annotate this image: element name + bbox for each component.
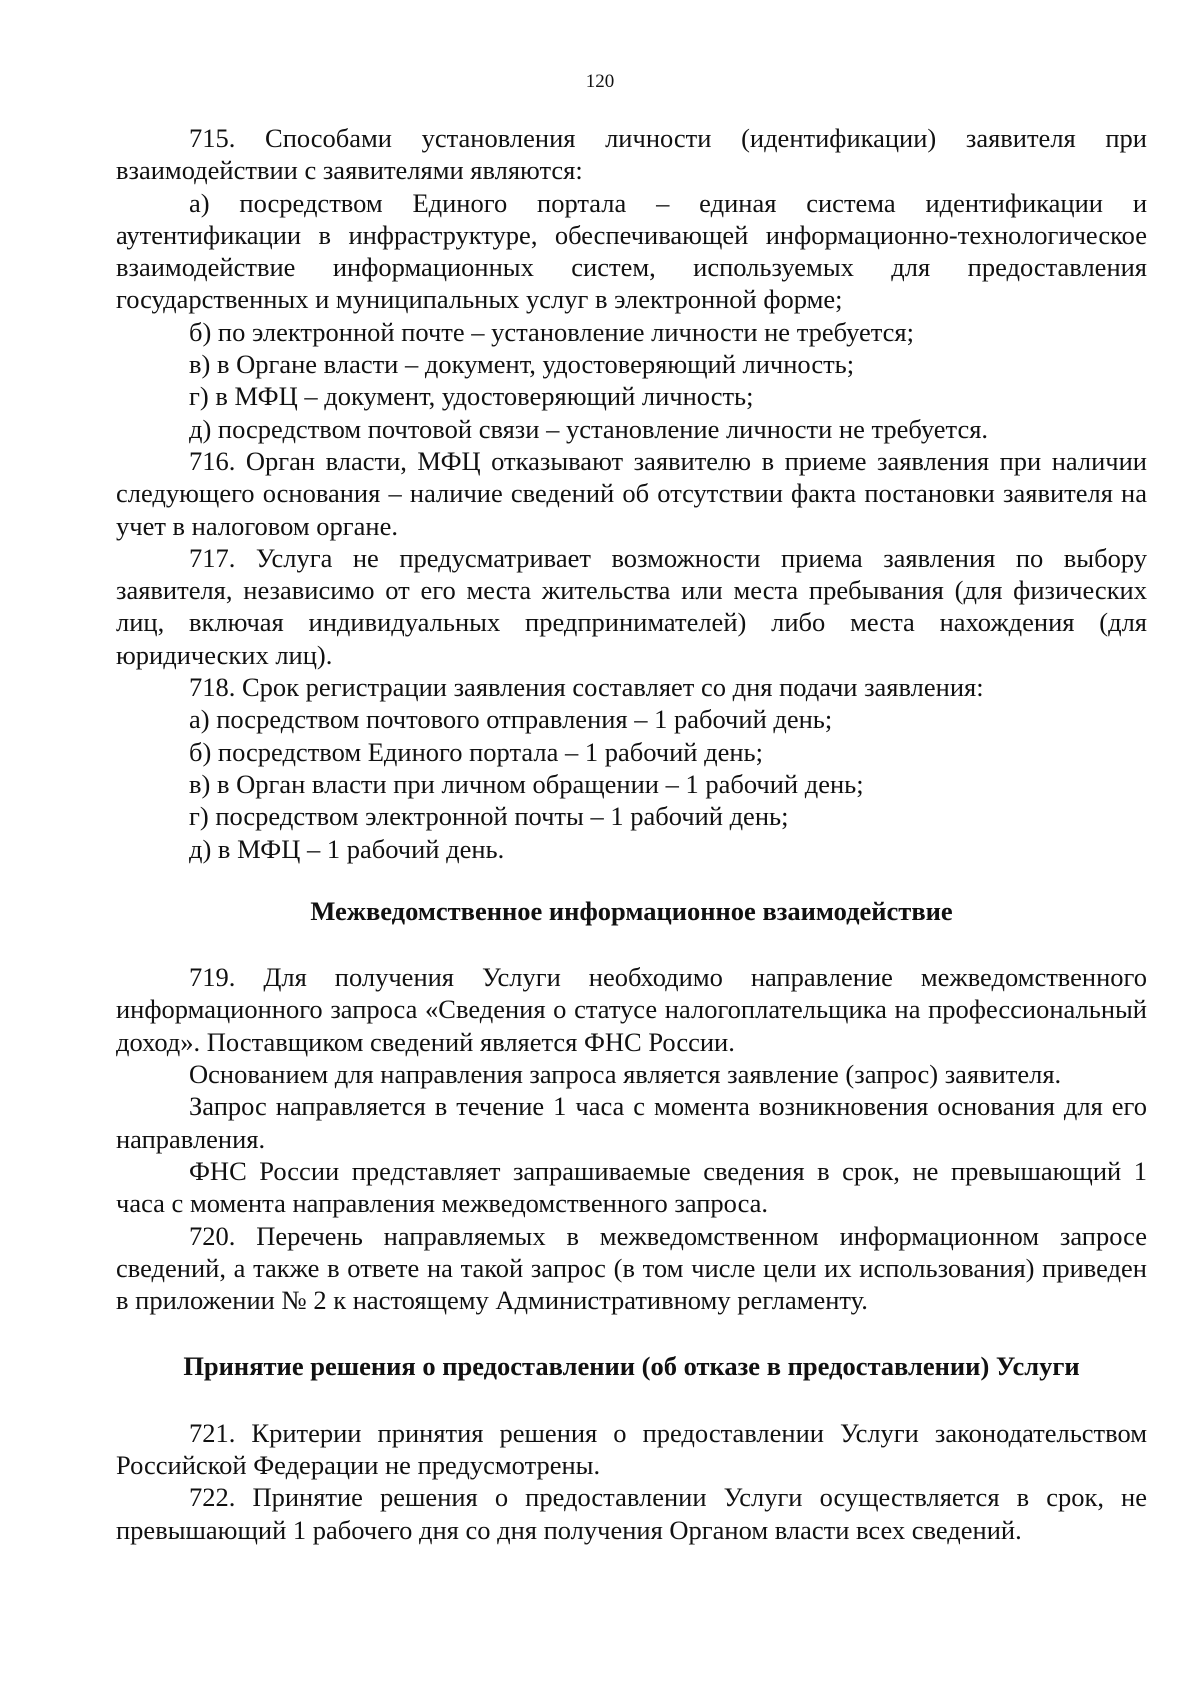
document-body bbox=[116, 122, 1147, 1546]
paragraph-719-response: ФНС России представляет запрашиваемые сведения в срок, не превышающий 1 часа с момента направления межведомственного запроса. bbox=[116, 1155, 1147, 1219]
list-item-718-v: в) в Орган власти при личном обращении – 1 рабочий день; bbox=[189, 768, 864, 799]
list-item-718-a: а) посредством почтового отправления – 1 рабочий день; bbox=[189, 704, 833, 735]
list-item-718-b: б) посредством Единого портала – 1 рабочий день; bbox=[189, 736, 763, 767]
list-item-715-b: б) по электронной почте – установление личности не требуется; bbox=[189, 316, 914, 347]
list-item-715-v: в) в Органе власти – документ, удостоверяющий личность; bbox=[189, 349, 855, 380]
page-number: 120 bbox=[585, 71, 615, 92]
paragraph-719-basis: Основанием для направления запроса является заявление (запрос) заявителя. bbox=[189, 1059, 1062, 1090]
list-item-715-d: д) посредством почтовой связи – установление личности не требуется. bbox=[189, 413, 989, 444]
paragraph-718: 718. Срок регистрации заявления составляет со дня подачи заявления: bbox=[189, 672, 984, 703]
paragraph-722: 722. Принятие решения о предоставлении Услуги осуществляется в срок, не превышающий 1 рабочего дня со дня получения Органом власти всех сведений. bbox=[116, 1482, 1147, 1545]
paragraph-721: 721. Критерии принятия решения о предоставлении Услуги законодательством Российской Федерации не предусмотрены. bbox=[116, 1417, 1147, 1480]
paragraph-716: 716. Орган власти, МФЦ отказывают заявителю в приеме заявления при наличии следующего основания – наличие сведений об отсутствии факта постановки заявителя на учет в налоговом органе. bbox=[116, 445, 1147, 541]
paragraph-715: 715. Способами установления личности (идентификации) заявителя при взаимодействии с заявителями являются: bbox=[116, 123, 1147, 186]
list-item-718-g: г) посредством электронной почты – 1 рабочий день; bbox=[189, 801, 789, 832]
paragraph-719: 719. Для получения Услуги необходимо направление межведомственного информационного запроса «Сведения о статусе налогоплательщика на профессиональный доход». Поставщиком сведений является ФНС России. bbox=[116, 962, 1147, 1057]
list-item-718-d: д) в МФЦ – 1 рабочий день. bbox=[189, 833, 505, 864]
list-item-715-a: а) посредством Единого портала – единая система идентификации и аутентификации в инфраструктуре, обеспечивающей информационно-технологическое взаимодействие информационных систем, используемых для предоставления государственных и муниципальных услуг в электронной форме; bbox=[116, 187, 1147, 315]
paragraph-720: 720. Перечень направляемых в межведомственном информационном запросе сведений, а также в ответе на такой запрос (в том числе цели их использования) приведен в приложении № 2 к настоящему Административному регламенту. bbox=[116, 1220, 1147, 1316]
section-heading-decision: Принятие решения о предоставлении (об отказе в предоставлении) Услуги bbox=[183, 1351, 1080, 1382]
list-item-715-g: г) в МФЦ – документ, удостоверяющий личность; bbox=[189, 381, 754, 412]
paragraph-717: 717. Услуга не предусматривает возможности приема заявления по выбору заявителя, независимо от его места жительства или места пребывания (для физических лиц, включая индивидуальных предпринимателей) либо места нахождения (для юридических лиц). bbox=[116, 542, 1147, 670]
section-heading-interagency: Межведомственное информационное взаимодействие bbox=[310, 895, 953, 926]
paragraph-719-timing: Запрос направляется в течение 1 часа с момента возникновения основания для его направления. bbox=[116, 1091, 1147, 1154]
